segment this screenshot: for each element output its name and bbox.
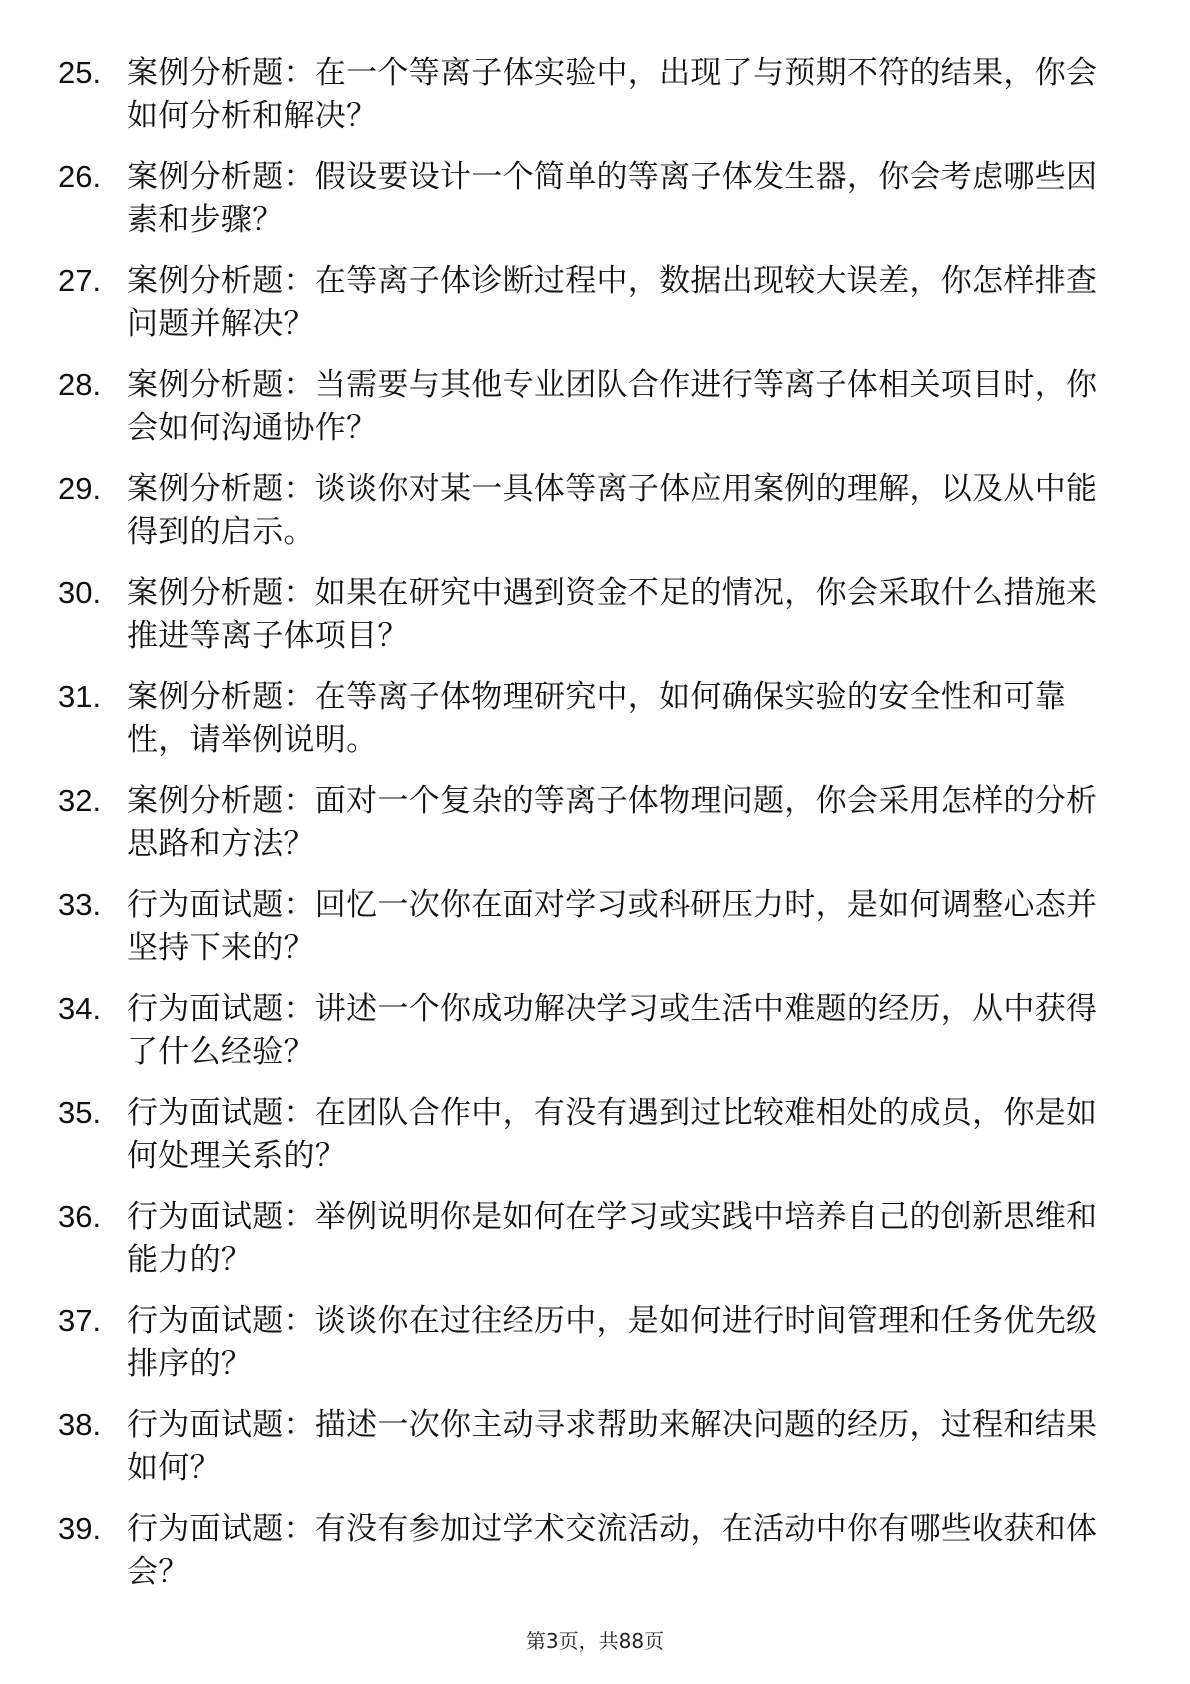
list-item xyxy=(0,884,1190,988)
item-number: 33. xyxy=(58,887,102,922)
item-number: 29. xyxy=(58,471,102,506)
item-text: 行为面试题：讲述一个你成功解决学习或生活中难题的经历，从中获得了什么经验？ xyxy=(127,991,1098,1070)
list-item xyxy=(0,1196,1190,1300)
item-text: 案例分析题：如果在研究中遇到资金不足的情况，你会采取什么措施来推进等离子体项目？ xyxy=(127,575,1098,654)
item-text: 案例分析题：在等离子体诊断过程中，数据出现较大误差，你怎样排查问题并解决？ xyxy=(127,263,1098,342)
item-number: 26. xyxy=(58,159,102,194)
list-item xyxy=(0,260,1190,364)
list-item xyxy=(0,364,1190,468)
list-item xyxy=(0,1404,1190,1508)
item-number: 30. xyxy=(58,575,102,610)
item-number: 34. xyxy=(58,991,102,1026)
page-number: 第3页，共88页 xyxy=(525,1629,665,1653)
item-number: 35. xyxy=(58,1095,102,1130)
item-number: 39. xyxy=(58,1511,102,1546)
item-text: 行为面试题：谈谈你在过往经历中，是如何进行时间管理和任务优先级排序的？ xyxy=(127,1303,1098,1382)
item-text: 案例分析题：面对一个复杂的等离子体物理问题，你会采用怎样的分析思路和方法？ xyxy=(127,783,1098,862)
item-number: 36. xyxy=(58,1199,102,1234)
list-item xyxy=(0,1300,1190,1404)
item-number: 32. xyxy=(58,783,102,818)
item-text: 行为面试题：举例说明你是如何在学习或实践中培养自己的创新思维和能力的？ xyxy=(127,1199,1098,1278)
item-text: 行为面试题：回忆一次你在面对学习或科研压力时，是如何调整心态并坚持下来的？ xyxy=(127,887,1098,966)
list-item xyxy=(0,1508,1190,1612)
item-text: 行为面试题：描述一次你主动寻求帮助来解决问题的经历，过程和结果如何？ xyxy=(127,1407,1098,1486)
list-item xyxy=(0,468,1190,572)
item-number: 28. xyxy=(58,367,102,402)
list-item xyxy=(0,780,1190,884)
item-number: 37. xyxy=(58,1303,102,1338)
item-text: 行为面试题：有没有参加过学术交流活动，在活动中你有哪些收获和体会？ xyxy=(127,1511,1098,1590)
list-item xyxy=(0,1092,1190,1196)
list-item xyxy=(0,52,1190,156)
item-number: 31. xyxy=(58,679,102,714)
list-item xyxy=(0,676,1190,780)
item-text: 案例分析题：假设要设计一个简单的等离子体发生器，你会考虑哪些因素和步骤？ xyxy=(127,159,1098,238)
item-text: 案例分析题：当需要与其他专业团队合作进行等离子体相关项目时，你会如何沟通协作？ xyxy=(127,367,1098,446)
item-text: 案例分析题：在等离子体物理研究中，如何确保实验的安全性和可靠性，请举例说明。 xyxy=(127,679,1066,758)
question-list xyxy=(0,52,1190,1612)
item-number: 25. xyxy=(58,55,102,90)
item-number: 38. xyxy=(58,1407,102,1442)
item-number: 27. xyxy=(58,263,102,298)
list-item xyxy=(0,156,1190,260)
item-text: 行为面试题：在团队合作中，有没有遇到过比较难相处的成员，你是如何处理关系的？ xyxy=(127,1095,1098,1174)
list-item xyxy=(0,988,1190,1092)
list-item xyxy=(0,572,1190,676)
item-text: 案例分析题：在一个等离子体实验中，出现了与预期不符的结果，你会如何分析和解决？ xyxy=(127,55,1098,134)
item-text: 案例分析题：谈谈你对某一具体等离子体应用案例的理解，以及从中能得到的启示。 xyxy=(127,471,1098,550)
